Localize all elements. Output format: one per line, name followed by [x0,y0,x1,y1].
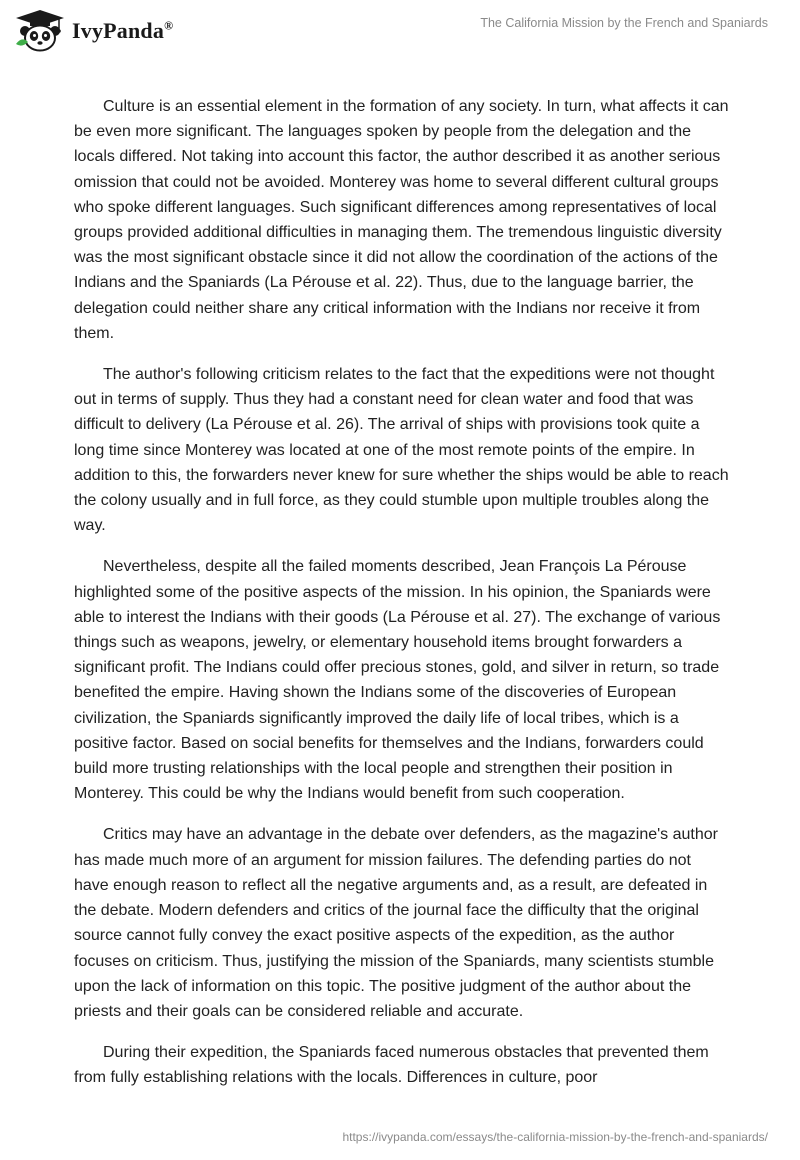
source-url[interactable]: https://ivypanda.com/essays/the-california-mission-by-the-french-and-spaniards/ [342,1130,768,1144]
paragraph: Critics may have an advantage in the debate over defenders, as the magazine's author has made much more of an argument for mission failures. The defending parties do not have enough reason to reflect all the negative arguments and, as a result, are defeated in the debate. Modern defenders and critics of the journal face the difficulty that the original source cannot fully convey the exact positive aspects of the expedition, as the author focuses on criticism. Thus, justifying the mission of the Spaniards, many scientists stumble upon the lack of information on this topic. The positive judgment of the author about the priests and their goals can be considered reliable and accurate. [74,826,718,1020]
ivypanda-logo[interactable] [14,8,173,52]
panda-graduate-icon [14,8,66,52]
paragraph: The author's following criticism relates to the fact that the expeditions were not thought out in terms of supply. Thus they had a constant need for clean water and food that was difficult to delivery (La Pérouse et al. 26). The arrival of ships with provisions took quite a long time since Monterey was located at one of the most remote points of the empire. In addition to this, the forwarders never knew for sure whether the ships would be able to reach the colony usually and in full force, as they could stumble upon multiple troubles along the way. [74,366,729,535]
paragraph: Nevertheless, despite all the failed moments described, Jean François La Pérouse highlighted some of the positive aspects of the mission. In his opinion, the Spaniards were able to interest the Indians with their goods (La Pérouse et al. 27). The exchange of various things such as weapons, jewelry, or elementary household items brought forwarders a significant profit. The Indians could offer precious stones, gold, and silver in return, so trade benefited the empire. Having shown the Indians some of the discoveries of European civilization, the Spaniards significantly improved the daily life of local tribes, which is a positive factor. Based on social benefits for themselves and the Indians, forwarders could build more trusting relationships with the local people and strengthen their position in Monterey. This could be why the Indians would benefit from such cooperation. [74,558,721,803]
brand-name: IvyPanda® [72,18,174,43]
page-header [0,0,800,60]
document-title: The California Mission by the French and Spaniards [480,16,768,30]
essay-body [74,94,730,1107]
paragraph: Culture is an essential element in the formation of any society. In turn, what affects it can be even more significant. The languages spoken by people from the delegation and the locals differed. Not taking into account this factor, the author described it as another serious omission that could not be avoided. Monterey was home to several different cultural groups who spoke different languages. Such significant differences among representatives of local groups provided additional difficulties in managing them. The tremendous linguistic diversity was the most significant obstacle since it did not allow the coordination of the actions of the Indians and the Spaniards (La Pérouse et al. 22). Thus, due to the language barrier, the delegation could neither share any critical information with the Indians nor receive it from them. [74,98,729,342]
paragraph: During their expedition, the Spaniards faced numerous obstacles that prevented them from fully establishing relations with the locals. Differences in culture, poor [74,1044,709,1087]
